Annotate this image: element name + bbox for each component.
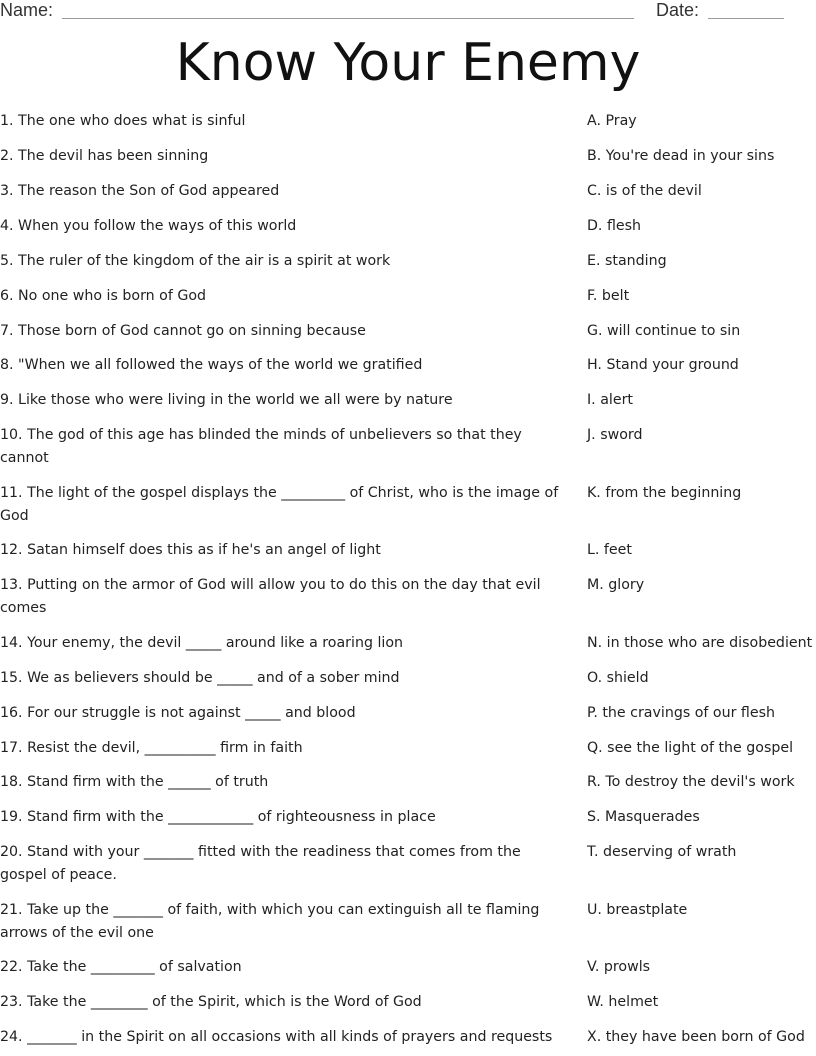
clue-24: 24. _______ in the Spirit on all occasions with all kinds of prayers and requests: [0, 1029, 553, 1045]
clue-15: 15. We as believers should be _____ and of a sober mind: [0, 670, 400, 686]
clue-5: 5. The ruler of the kingdom of the air is a spirit at work: [0, 253, 391, 269]
answer-r: R. To destroy the devil's work: [587, 774, 795, 790]
clue-6: 6. No one who is born of God: [0, 288, 207, 304]
answer-d: D. flesh: [587, 218, 641, 234]
answer-c: C. is of the devil: [587, 183, 702, 199]
clue-16: 16. For our struggle is not against _____ and blood: [0, 705, 356, 721]
answer-g: G. will continue to sin: [587, 323, 741, 339]
clue-14: 14. Your enemy, the devil _____ around like a roaring lion: [0, 635, 404, 651]
date-field-line[interactable]: [708, 18, 784, 19]
answer-s: S. Masquerades: [587, 809, 700, 825]
clue-19: 19. Stand firm with the ____________ of righteousness in place: [0, 809, 436, 825]
clue-13: 13. Putting on the armor of God will allow you to do this on the day that evil comes: [0, 577, 541, 616]
clue-20: 20. Stand with your _______ fitted with the readiness that comes from the gospel of peace.: [0, 844, 521, 883]
clue-4: 4. When you follow the ways of this world: [0, 218, 297, 234]
clue-18: 18. Stand firm with the ______ of truth: [0, 774, 269, 790]
answer-o: O. shield: [587, 670, 649, 686]
name-field-line[interactable]: [62, 18, 634, 19]
answer-e: E. standing: [587, 253, 667, 269]
answer-q: Q. see the light of the gospel: [587, 740, 794, 756]
answer-x: X. they have been born of God: [587, 1029, 805, 1045]
header-row: [0, 0, 816, 24]
clue-8: 8. "When we all followed the ways of the world we gratified: [0, 357, 423, 373]
answer-n: N. in those who are disobedient: [587, 635, 813, 651]
answer-b: B. You're dead in your sins: [587, 148, 775, 164]
answer-p: P. the cravings of our flesh: [587, 705, 775, 721]
answer-f: F. belt: [587, 288, 630, 304]
answer-m: M. glory: [587, 577, 645, 593]
clue-12: 12. Satan himself does this as if he's an angel of light: [0, 542, 381, 558]
answer-v: V. prowls: [587, 959, 651, 975]
answer-h: H. Stand your ground: [587, 357, 739, 373]
clue-23: 23. Take the ________ of the Spirit, which is the Word of God: [0, 994, 422, 1010]
clue-22: 22. Take the _________ of salvation: [0, 959, 242, 975]
clue-10: 10. The god of this age has blinded the minds of unbelievers so that they cannot: [0, 427, 522, 466]
answer-w: W. helmet: [587, 994, 659, 1010]
clue-21: 21. Take up the _______ of faith, with which you can extinguish all te flaming arrows of the evil one: [0, 902, 540, 941]
date-label: Date:: [656, 0, 700, 20]
page-title: Know Your Enemy: [175, 33, 641, 93]
clue-11: 11. The light of the gospel displays the _________ of Christ, who is the image of God: [0, 485, 559, 524]
name-label: Name:: [0, 0, 54, 20]
clue-17: 17. Resist the devil, __________ firm in faith: [0, 740, 303, 756]
answer-i: I. alert: [587, 392, 633, 408]
answer-j: J. sword: [587, 427, 643, 443]
answer-a: A. Pray: [587, 113, 637, 129]
answer-l: L. feet: [587, 542, 632, 558]
answer-t: T. deserving of wrath: [587, 844, 737, 860]
clue-7: 7. Those born of God cannot go on sinning because: [0, 323, 366, 339]
answer-u: U. breastplate: [587, 902, 688, 918]
clue-2: 2. The devil has been sinning: [0, 148, 209, 164]
answer-k: K. from the beginning: [587, 485, 742, 501]
clue-1: 1. The one who does what is sinful: [0, 113, 246, 129]
clue-9: 9. Like those who were living in the world we all were by nature: [0, 392, 453, 408]
clue-3: 3. The reason the Son of God appeared: [0, 183, 280, 199]
